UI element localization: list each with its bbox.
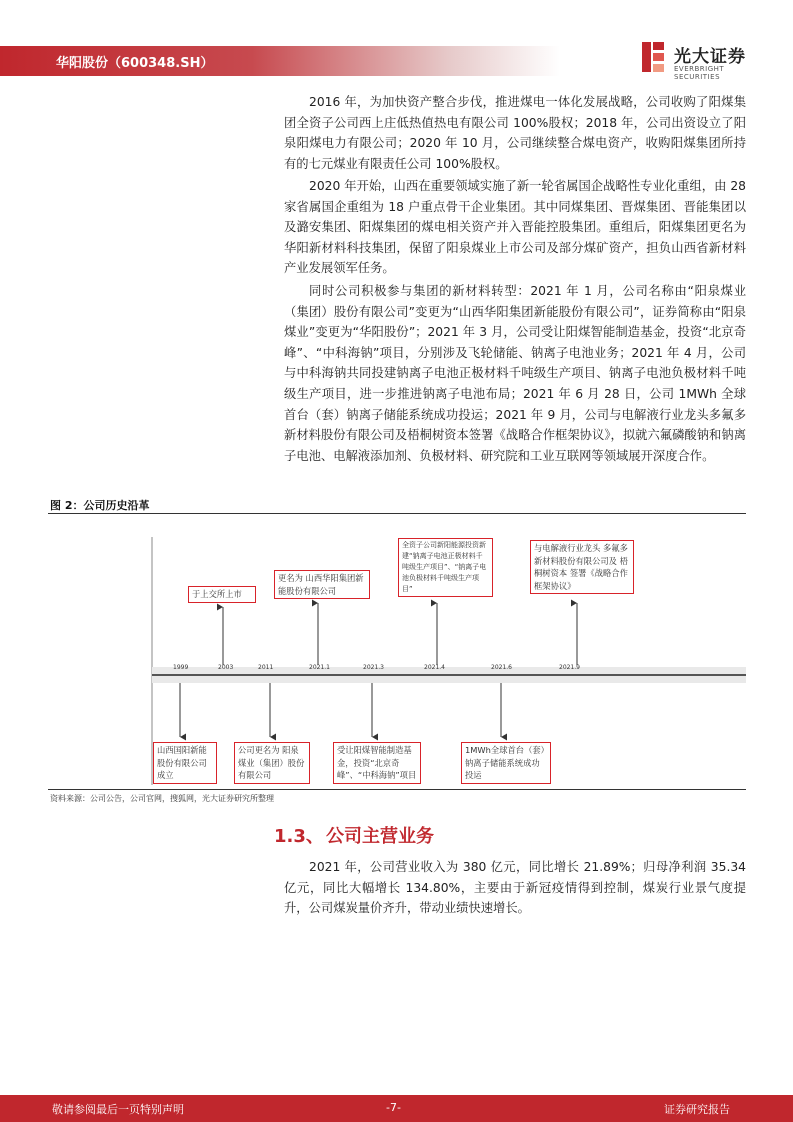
paragraph-3: 同时公司积极参与集团的新材料转型：2021 年 1 月，公司名称由“阳泉煤业（集团）股份有限公司”变更为“山西华阳集团新能股份有限公司”，证券简称由“阳泉煤业”变更为“华阳股份”；2021 年 3 月，公司受让阳煤智能制造基金，投资“北京奇峰”、“中科海钠”项目，分别涉及飞轮储能、钠离子电池业务；2021 年 4 月，公司与中科海钠共同投建钠离子电池正极材料千吨级生产项目、钠离子电池负极材料千吨级生产项目，进一步推进钠离子电池布局；2021 年 6 月 28 日，公司 1MWh 全球首台（套）钠离子储能系统成功投运；2021 年 9 月，公司与电解液行业龙头多氟多新材料股份有限公司及梧桐树资本签署《战略合作框架协议》，拟就六氟磷酸钠和钠离子电池、电解液添加剂、负极材料、研究院和工业互联网等领域展开深度合作。 [284, 284, 746, 463]
event-box-1999: 山西国阳新能股份有限公司成立 [153, 742, 217, 784]
paragraph-1: 2016 年，为加快资产整合步伐，推进煤电一体化发展战略，公司收购了阳煤集团全资子公司西上庄低热值热电有限公司 100%股权；2018 年，公司出资设立了阳泉阳煤电力有限公司；2020 年 10 月，公司继续整合煤电资产，收购阳煤集团所持有的七元煤业有限责任公司 100%股权。 [284, 95, 746, 171]
year-label: 2021.6 [491, 664, 512, 671]
event-box-2021-3: 受让阳煤智能制造基金，投资“北京奇峰”、“中科海钠”项目 [333, 742, 421, 784]
year-label: 2003 [218, 664, 234, 671]
footer-report-type: 证券研究报告 [664, 1103, 730, 1116]
report-title: 华阳股份（600348.SH） [56, 56, 214, 71]
event-box-2021-1: 更名为 山西华阳集团新能股份有限公司 [274, 570, 370, 599]
logo-chinese-name: 光大证券 [674, 47, 746, 67]
figure-bottom-rule [48, 789, 746, 790]
year-label: 2011 [258, 664, 274, 671]
footer-bar [0, 1095, 793, 1122]
figure-title: 图 2：公司历史沿革 [50, 499, 150, 512]
paragraph-2: 2020 年开始，山西在重要领域实施了新一轮省属国企战略性专业化重组，由 28 家省属国企重组为 18 户重点骨干企业集团。其中同煤集团、晋煤集团、晋能集团以及潞安集团、阳煤集团的煤电相关资产并入晋能控股集团。重组后，阳煤集团更名为华阳新材料科技集团，保留了阳泉煤业上市公司及部分煤矿资产，担负山西省新材料产业发展领军任务。 [284, 179, 746, 276]
year-label: 2021.1 [309, 664, 330, 671]
section-number: 1.3、 [274, 826, 324, 847]
event-box-2021-9: 与电解液行业龙头 多氟多新材料股份有限公司及 梧桐树资本 签署《战略合作框架协议》 [530, 540, 634, 594]
year-label: 1999 [173, 664, 189, 671]
event-box-2003: 于上交所上市 [188, 586, 256, 603]
year-label: 2021.3 [363, 664, 384, 671]
year-label: 2021.4 [424, 664, 445, 671]
logo-english-name: EVERBRIGHT SECURITIES [674, 65, 725, 81]
event-box-2011: 公司更名为 阳泉煤业（集团）股份有限公司 [234, 742, 310, 784]
year-label: 2021.9 [559, 664, 580, 671]
figure-source: 资料来源：公司公告，公司官网，搜狐网，光大证券研究所整理 [50, 794, 274, 803]
event-box-2021-6: 1MWh全球首台（套）钠离子储能系统成功投运 [461, 742, 551, 784]
section-title: 公司主营业务 [326, 826, 434, 847]
page-number: -7- [386, 1101, 401, 1114]
section-paragraph: 2021 年，公司营业收入为 380 亿元，同比增长 21.89%；归母净利润 35.34 亿元，同比大幅增长 134.80%，主要由于新冠疫情得到控制，煤炭行业景气度提升，公司煤炭量价齐升，带动业绩快速增长。 [284, 860, 746, 916]
event-box-2021-4: 全资子公司新阳能源投资新建“钠离子电池正极材料千吨级生产项目”、“钠离子电池负极材料千吨级生产项目” [398, 538, 493, 597]
footer-disclaimer: 敬请参阅最后一页特别声明 [52, 1103, 184, 1116]
